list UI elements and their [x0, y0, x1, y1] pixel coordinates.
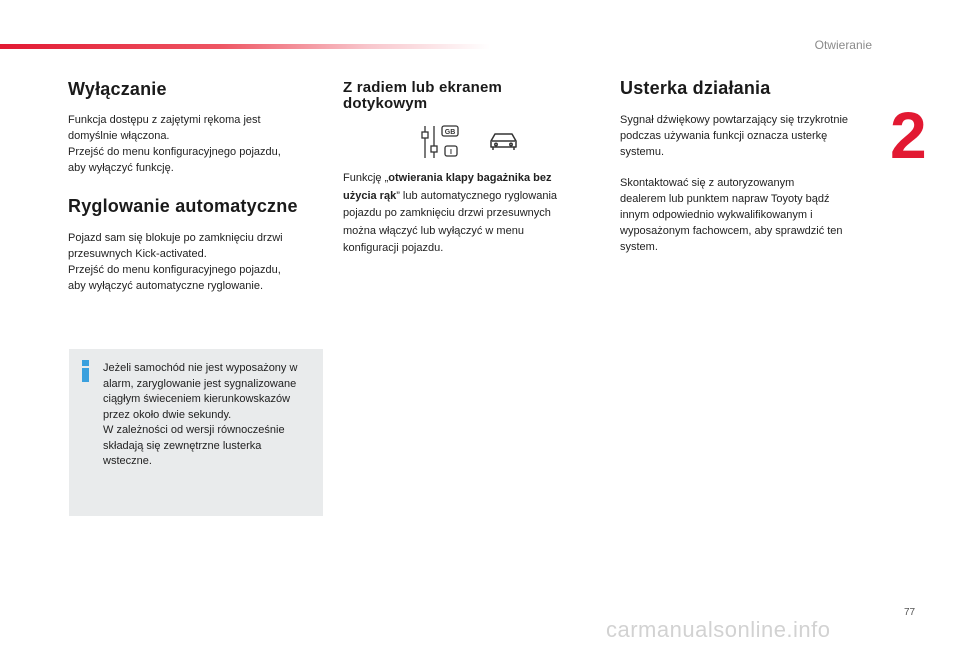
- menu-icons: [420, 125, 525, 159]
- ryglowanie-text: Pojazd sam się blokuje po zamknięciu drzwi przesuwnych Kick-activated. Przejść do menu konfiguracyjnego pojazdu, aby wyłączyć automatyczne ryglowanie.: [68, 232, 283, 292]
- left-column: [68, 79, 318, 294]
- section-name: Otwieranie: [814, 38, 872, 52]
- usterka-text-2: Skontaktować się z autoryzowanym dealerem lub punktem napraw Toyoty bądź innym odpowiednio wykwalifikowanym i wyposażonym fachowcem, aby sprawdzić ten system.: [620, 177, 843, 253]
- car-icon: [491, 134, 516, 150]
- page-number: 77: [904, 607, 916, 618]
- heading-radio: Z radiem lub ekranem dotykowym: [343, 79, 503, 112]
- middle-column: [343, 80, 583, 112]
- heading-ryglowanie: Ryglowanie automatyczne: [68, 196, 298, 216]
- radio-text: Funkcję „otwierania klapy bagażnika bez użycia rąk” lub automatycznego ryglowania pojazdu po zamknięciu drzwi przesuwnych można włączyć lub wyłączyć w menu konfiguracji pojazdu.: [343, 172, 558, 254]
- header-accent-bar: [0, 44, 490, 49]
- watermark[interactable]: carmanualsonline.info: [606, 617, 831, 642]
- icon-label-i: I: [450, 149, 452, 156]
- chapter-number: 2: [890, 98, 927, 172]
- wylaczanie-text: Funkcja dostępu z zajętymi rękoma jest domyślnie włączona. Przejść do menu konfiguracyjnego pojazdu, aby wyłączyć funkcję.: [68, 114, 281, 174]
- usterka-text-1: Sygnał dźwiękowy powtarzający się trzykrotnie podczas używania funkcji oznacza usterkę systemu.: [620, 114, 849, 158]
- icon-label-gb: GB: [444, 129, 456, 136]
- heading-wylaczanie: Wyłączanie: [68, 79, 167, 99]
- info-icon: [81, 360, 91, 382]
- heading-usterka: Usterka działania: [620, 78, 771, 98]
- right-column: [620, 78, 880, 255]
- info-box-text: Jeżeli samochód nie jest wyposażony w alarm, zaryglowanie jest sygnalizowane ciągłym świeceniem kierunkowskazów przez około dwie sekundy. W zależności od wersji równocześnie składają się zewnętrzne lusterka wsteczne.: [103, 362, 298, 467]
